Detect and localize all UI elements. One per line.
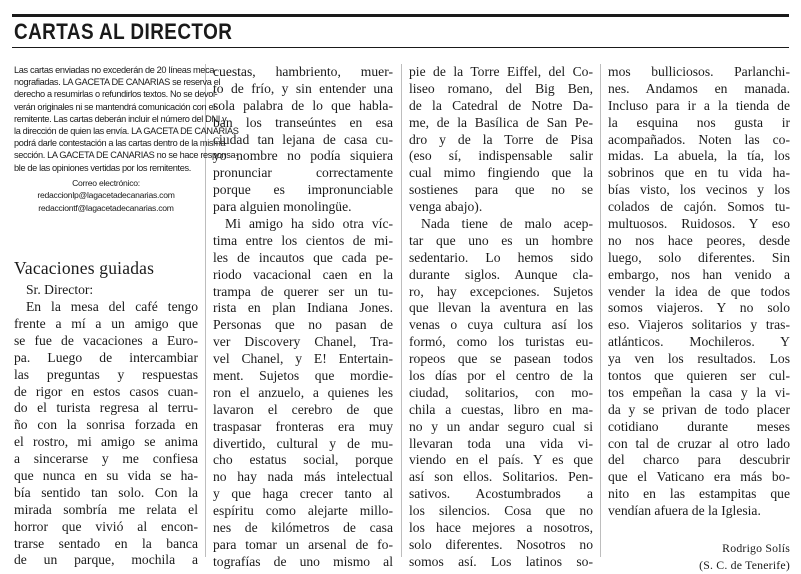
text-line: viendo en el país. Y es que — [409, 452, 593, 468]
text-line: sobrinos que en tu vida ha- — [608, 165, 790, 181]
author-location: (S. C. de Tenerife) — [699, 558, 790, 573]
text-line: mirada sombría me relata el — [14, 501, 198, 517]
text-line: lavaron el cerebro de que — [213, 401, 393, 417]
text-line: ño con la sonrisa forzada en — [14, 417, 198, 433]
text-line: riodo vacacional caen en la — [213, 266, 393, 282]
text-line: Incluso para ir a la tienda de — [608, 97, 790, 113]
text-line: ro, hay excepciones. Sujetos — [409, 283, 593, 299]
text-line: rista en plan Indiana Jones. — [213, 300, 393, 316]
column-divider — [600, 64, 601, 557]
text-line: cual mimo fingiendo que la — [409, 165, 593, 181]
text-line: y que haga crecer tanto al — [213, 486, 393, 502]
text-line: midas. La abuela, la tía, los — [608, 148, 790, 164]
text-line: vender la idea de que todos — [608, 283, 790, 299]
text-line: formó, como los turistas eu- — [409, 334, 593, 350]
text-line: ment. Sujetos que mordie- — [213, 368, 393, 384]
text-line: solo diferentes. Nosotros no — [409, 536, 593, 552]
notice-line: ble de las opiniones vertidas por los remitentes. — [14, 162, 191, 173]
column-4 — [608, 64, 790, 573]
notice-line: verán originales ni se mantendrá comunicación con el — [14, 101, 215, 112]
text-line: sola palabra de lo que habla- — [213, 97, 393, 113]
letter-title: Vacaciones guiadas — [14, 258, 155, 279]
text-line: divertido, cultural y de mu- — [213, 435, 393, 451]
text-line: pronunciar correctamente — [213, 165, 393, 181]
text-line: acompañados. Noten las co- — [608, 131, 790, 147]
column-2 — [213, 64, 393, 569]
text-line: venas o cuya cultura así los — [409, 317, 593, 333]
section-title: CARTAS AL DIRECTOR — [14, 19, 233, 44]
text-line: somos así. Los latinos so- — [409, 553, 593, 569]
text-line: luego, solo diferentes. Sin — [608, 249, 790, 265]
letter-salutation: Sr. Director: — [26, 282, 94, 298]
text-line: En la mesa del café tengo — [26, 299, 198, 315]
text-line: bía sentido tan solo. Con la — [14, 484, 198, 500]
section-header — [12, 14, 789, 48]
text-line: bías visto, los vecinos y los — [608, 182, 790, 198]
text-line: no y un andar seguro cual si — [409, 418, 593, 434]
email-address-lp[interactable]: redaccionlp@lagacetadecanarias.com — [37, 190, 175, 201]
text-line: ver Discovery Chanel, Tra- — [213, 334, 393, 350]
text-line: atlánticos. Mochileros. Y — [608, 334, 790, 350]
text-line: dro y de la Torre de Pisa — [409, 131, 593, 147]
text-line: tontos que quieren ser cul- — [608, 368, 790, 384]
text-line: trampa de querer ser un tu- — [213, 283, 393, 299]
text-line: así son ellos. Solitarios. Pen- — [409, 469, 593, 485]
text-line: da y se privan de todo placer — [608, 401, 790, 417]
text-line: para alguien monolingüe. — [213, 199, 352, 215]
text-line: no hay nada más intelectual — [213, 469, 393, 485]
text-line: cuestas, hambriento, muer- — [213, 64, 393, 79]
notice-line: derecho a resumirlas o refundirlos textos. No se devol- — [14, 89, 218, 100]
text-line: que nunca en su vida se ha- — [14, 467, 198, 483]
letter-body-col1 — [14, 299, 198, 569]
text-line: Personas que no pasan de — [213, 317, 393, 333]
text-line: (eso sí, indispensable salir — [409, 148, 593, 164]
text-line: a sincerarse y me confiesa — [14, 451, 198, 467]
text-line: trarse sentado en la banca — [14, 535, 198, 551]
text-line: ciudad tan lejana de casa cu- — [213, 131, 393, 147]
text-line: los silencios. Cosa que no — [409, 503, 593, 519]
text-line: les de incautos que cada pe- — [213, 249, 393, 265]
text-line: liseo romano, del Big Ben, — [409, 80, 593, 96]
text-line: para tomar un arsenal de fo- — [213, 536, 393, 552]
text-line: ya ven los resultados. Los — [608, 351, 790, 367]
text-line: venga abajo). — [409, 199, 483, 215]
text-line: espíritu como alejarte millo- — [213, 503, 393, 519]
text-line: nes. Andamos en manada. — [608, 80, 790, 96]
text-line: embargo, nos han venido a — [608, 266, 790, 282]
letter-body-col4 — [608, 64, 790, 520]
text-line: pie de la Torre Eiffel, del Co- — [409, 64, 593, 79]
text-line: cho estatus social, porque — [213, 452, 393, 468]
text-line: porque es impronunciable — [213, 182, 393, 198]
notice-line: remitente. Las cartas deberán incluir el número del DNI y — [14, 113, 227, 124]
text-line: cotidiano durante meses — [608, 418, 790, 434]
notice-line: Las cartas enviadas no excederán de 20 líneas meca- — [14, 65, 217, 75]
text-line: los días por el centro de la — [409, 368, 593, 384]
text-line: pa. Luego de intercambiar — [14, 349, 198, 365]
email-label: Correo electrónico: — [72, 177, 140, 188]
text-line: de un parque, mochila a — [14, 552, 198, 568]
text-line: vendían afuera de la Iglesia. — [608, 503, 761, 519]
text-line: yo nombre no podía siquiera — [213, 148, 393, 164]
email-address-tf[interactable]: redacciontf@lagacetadecanarias.com — [38, 202, 174, 213]
text-line: la esquina nos gusta ir — [608, 114, 790, 130]
text-line: tografías de uno mismo al — [213, 553, 393, 569]
text-line: nes de kilómetros de casa — [213, 520, 393, 536]
column-divider — [401, 64, 402, 557]
text-line: traspasar fronteras era muy — [213, 418, 393, 434]
text-line: no nos hace peores, desde — [608, 232, 790, 248]
text-line: colados de cajón. Somos tu- — [608, 199, 790, 215]
text-line: el rostro, mi amigo se anima — [14, 434, 198, 450]
text-line: que el Vaticano era más bo- — [608, 469, 790, 485]
text-line: llevaran toda una vida vi- — [409, 435, 593, 451]
notice-line: sección. LA GACETA DE CANARIAS no se hace responsa- — [14, 150, 239, 161]
text-line: nito en las estampitas que — [608, 486, 790, 502]
text-line: mos bulliciosos. Parlanchi- — [608, 64, 790, 79]
text-line: que llevan la aventura en las — [409, 300, 593, 316]
text-line: sedentario. Lo hemos sido — [409, 249, 593, 265]
notice-line: podrá darle contestación a las cartas dentro de la misma — [14, 138, 226, 149]
text-line: las preguntas y respuestas — [14, 366, 198, 382]
text-line: tima entre los cientos de mi- — [213, 232, 393, 248]
notice-line: la dirección de quien las envía. LA GACETA DE CANARIAS — [14, 125, 239, 136]
letter-body-col2 — [213, 64, 393, 571]
text-line: tos empeñan la casa y la vi- — [608, 384, 790, 400]
text-line: con tal de cruzar al otro lado — [608, 435, 790, 451]
text-line: horror que vivió al encon- — [14, 518, 198, 534]
text-line: do el turista regresa al terru- — [14, 400, 198, 416]
text-line: se fue de vacaciones a Euro- — [14, 332, 198, 348]
text-line: eso. Viajeros solitarios y tras- — [608, 317, 790, 333]
text-line: chila a cuestas, libro en ma- — [409, 401, 593, 417]
text-line: del charco para descubrir — [608, 452, 790, 468]
text-line: los hace mejores a nosotros, — [409, 520, 593, 536]
column-1 — [14, 64, 239, 568]
text-line: de rigor en estos casos cuan- — [14, 383, 198, 399]
text-line: multuosos. Ruidosos. Y eso — [608, 216, 790, 232]
text-line: ropeos que se pasean todos — [409, 351, 593, 367]
author-name: Rodrigo Solís — [722, 541, 790, 556]
text-line: de la Catedral de Notre Da- — [409, 97, 593, 113]
text-line: sativos. Acostumbrados a — [409, 486, 593, 502]
text-line: Mi amigo ha sido otra víc- — [225, 216, 393, 232]
submission-notice — [14, 64, 239, 174]
text-line: ban los transeúntes en esa — [213, 114, 393, 130]
text-line: somos viajeros. Y no solo — [608, 300, 790, 316]
text-line: vel Chanel, y E! Entertain- — [213, 351, 393, 367]
text-line: tar que uno es un hombre — [409, 232, 593, 248]
column-3 — [409, 64, 593, 569]
letter-body-col3 — [409, 64, 593, 571]
text-line: sostienes para que no se — [409, 182, 593, 198]
text-line: me, de la Basílica de San Pe- — [409, 114, 593, 130]
text-line: ron el anzuelo, a quienes les — [213, 384, 393, 400]
text-line: ciudad, solitarios, con mo- — [409, 384, 593, 400]
text-line: frente a mí a un amigo que — [14, 315, 198, 331]
notice-line: nografiadas. LA GACETA DE CANARIAS se reserva el — [14, 77, 221, 88]
text-line: durante siglos. Aunque cla- — [409, 266, 593, 282]
text-line: Nada tiene de malo acep- — [421, 216, 593, 232]
text-line: to de frío, y sin entender una — [213, 80, 393, 96]
